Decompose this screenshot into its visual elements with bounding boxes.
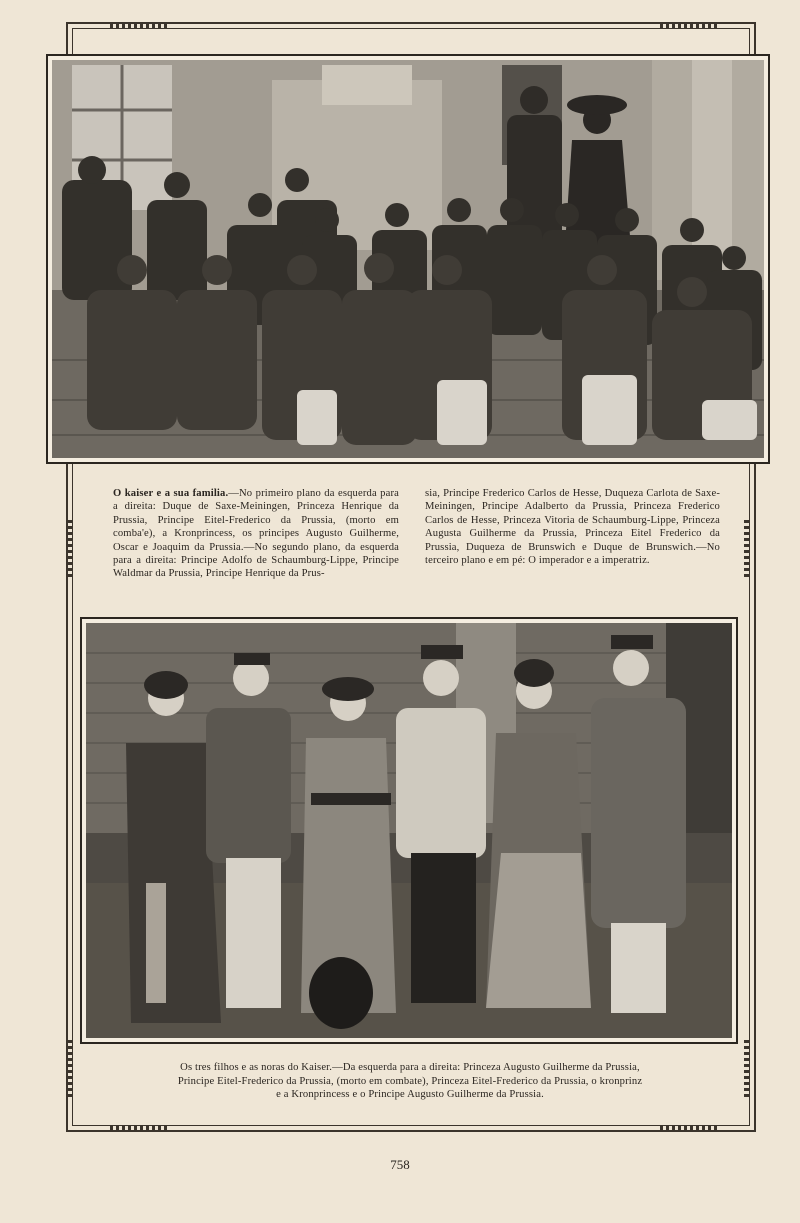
bottom-caption-line: Os tres filhos e as noras do Kaiser.—Da esquerda para a direita: Princeza Augusto Guilherme da Prussia, [180, 1062, 640, 1073]
top-caption-title: O kaiser e a sua familia. [113, 488, 229, 499]
top-caption-right-text: sia, Principe Frederico Carlos de Hesse, Duqueza Carlota de Saxe-Meiningen, Principe Adalberto da Prussia, Princeza Frederico Carlos de Hesse, Princeza Vitoria de Schaumburg-Lippe, Princeza Augusta Guilherme da Prussia, Princeza Eitel Frederico da Prussia, Duqueza de Brunswich e Duque de Brunswich.—No terceiro plano e em pé: O imperador e a imperatriz. [425, 488, 720, 567]
bottom-caption-line: e a Kronprincess e o Principe Augusto Guilherme da Prussia. [276, 1089, 544, 1101]
dotted-ornament [110, 1125, 170, 1131]
top-caption-left-text: —No primeiro plano da esquerda para a direita: Duque de Saxe-Meiningen, Princeza Henrique da Prussia, Principe Eitel-Frederico da Prussia, (morto em comba'e), a Kronprincess, os principes Augusto Guilherme, Oscar e Joaquim da Prussia.—No segundo plano, da esquerda para a direita: Principe Adolfo de Schaumburg-Lippe, Principe Waldmar da Prussia, Principe Henrique da Prus- [113, 488, 400, 580]
dotted-ornament [110, 22, 170, 28]
bottom-caption [90, 1061, 730, 1102]
family-group-photo [48, 56, 768, 462]
top-caption-right [425, 487, 720, 567]
dotted-ornament [660, 22, 720, 28]
top-caption-left [113, 487, 399, 581]
dotted-ornament [66, 520, 72, 580]
dotted-ornament [744, 1040, 750, 1100]
dotted-ornament [66, 1040, 72, 1100]
kaiser-children-photo [82, 619, 736, 1042]
bottom-caption-line: Principe Eitel-Frederico da Prussia, (morto em combate), Princeza Eitel-Frederico da Prussia, o kronprinz [177, 1075, 643, 1087]
page-number: 758 [390, 1157, 410, 1172]
dotted-ornament [660, 1125, 720, 1131]
dotted-ornament [744, 520, 750, 580]
